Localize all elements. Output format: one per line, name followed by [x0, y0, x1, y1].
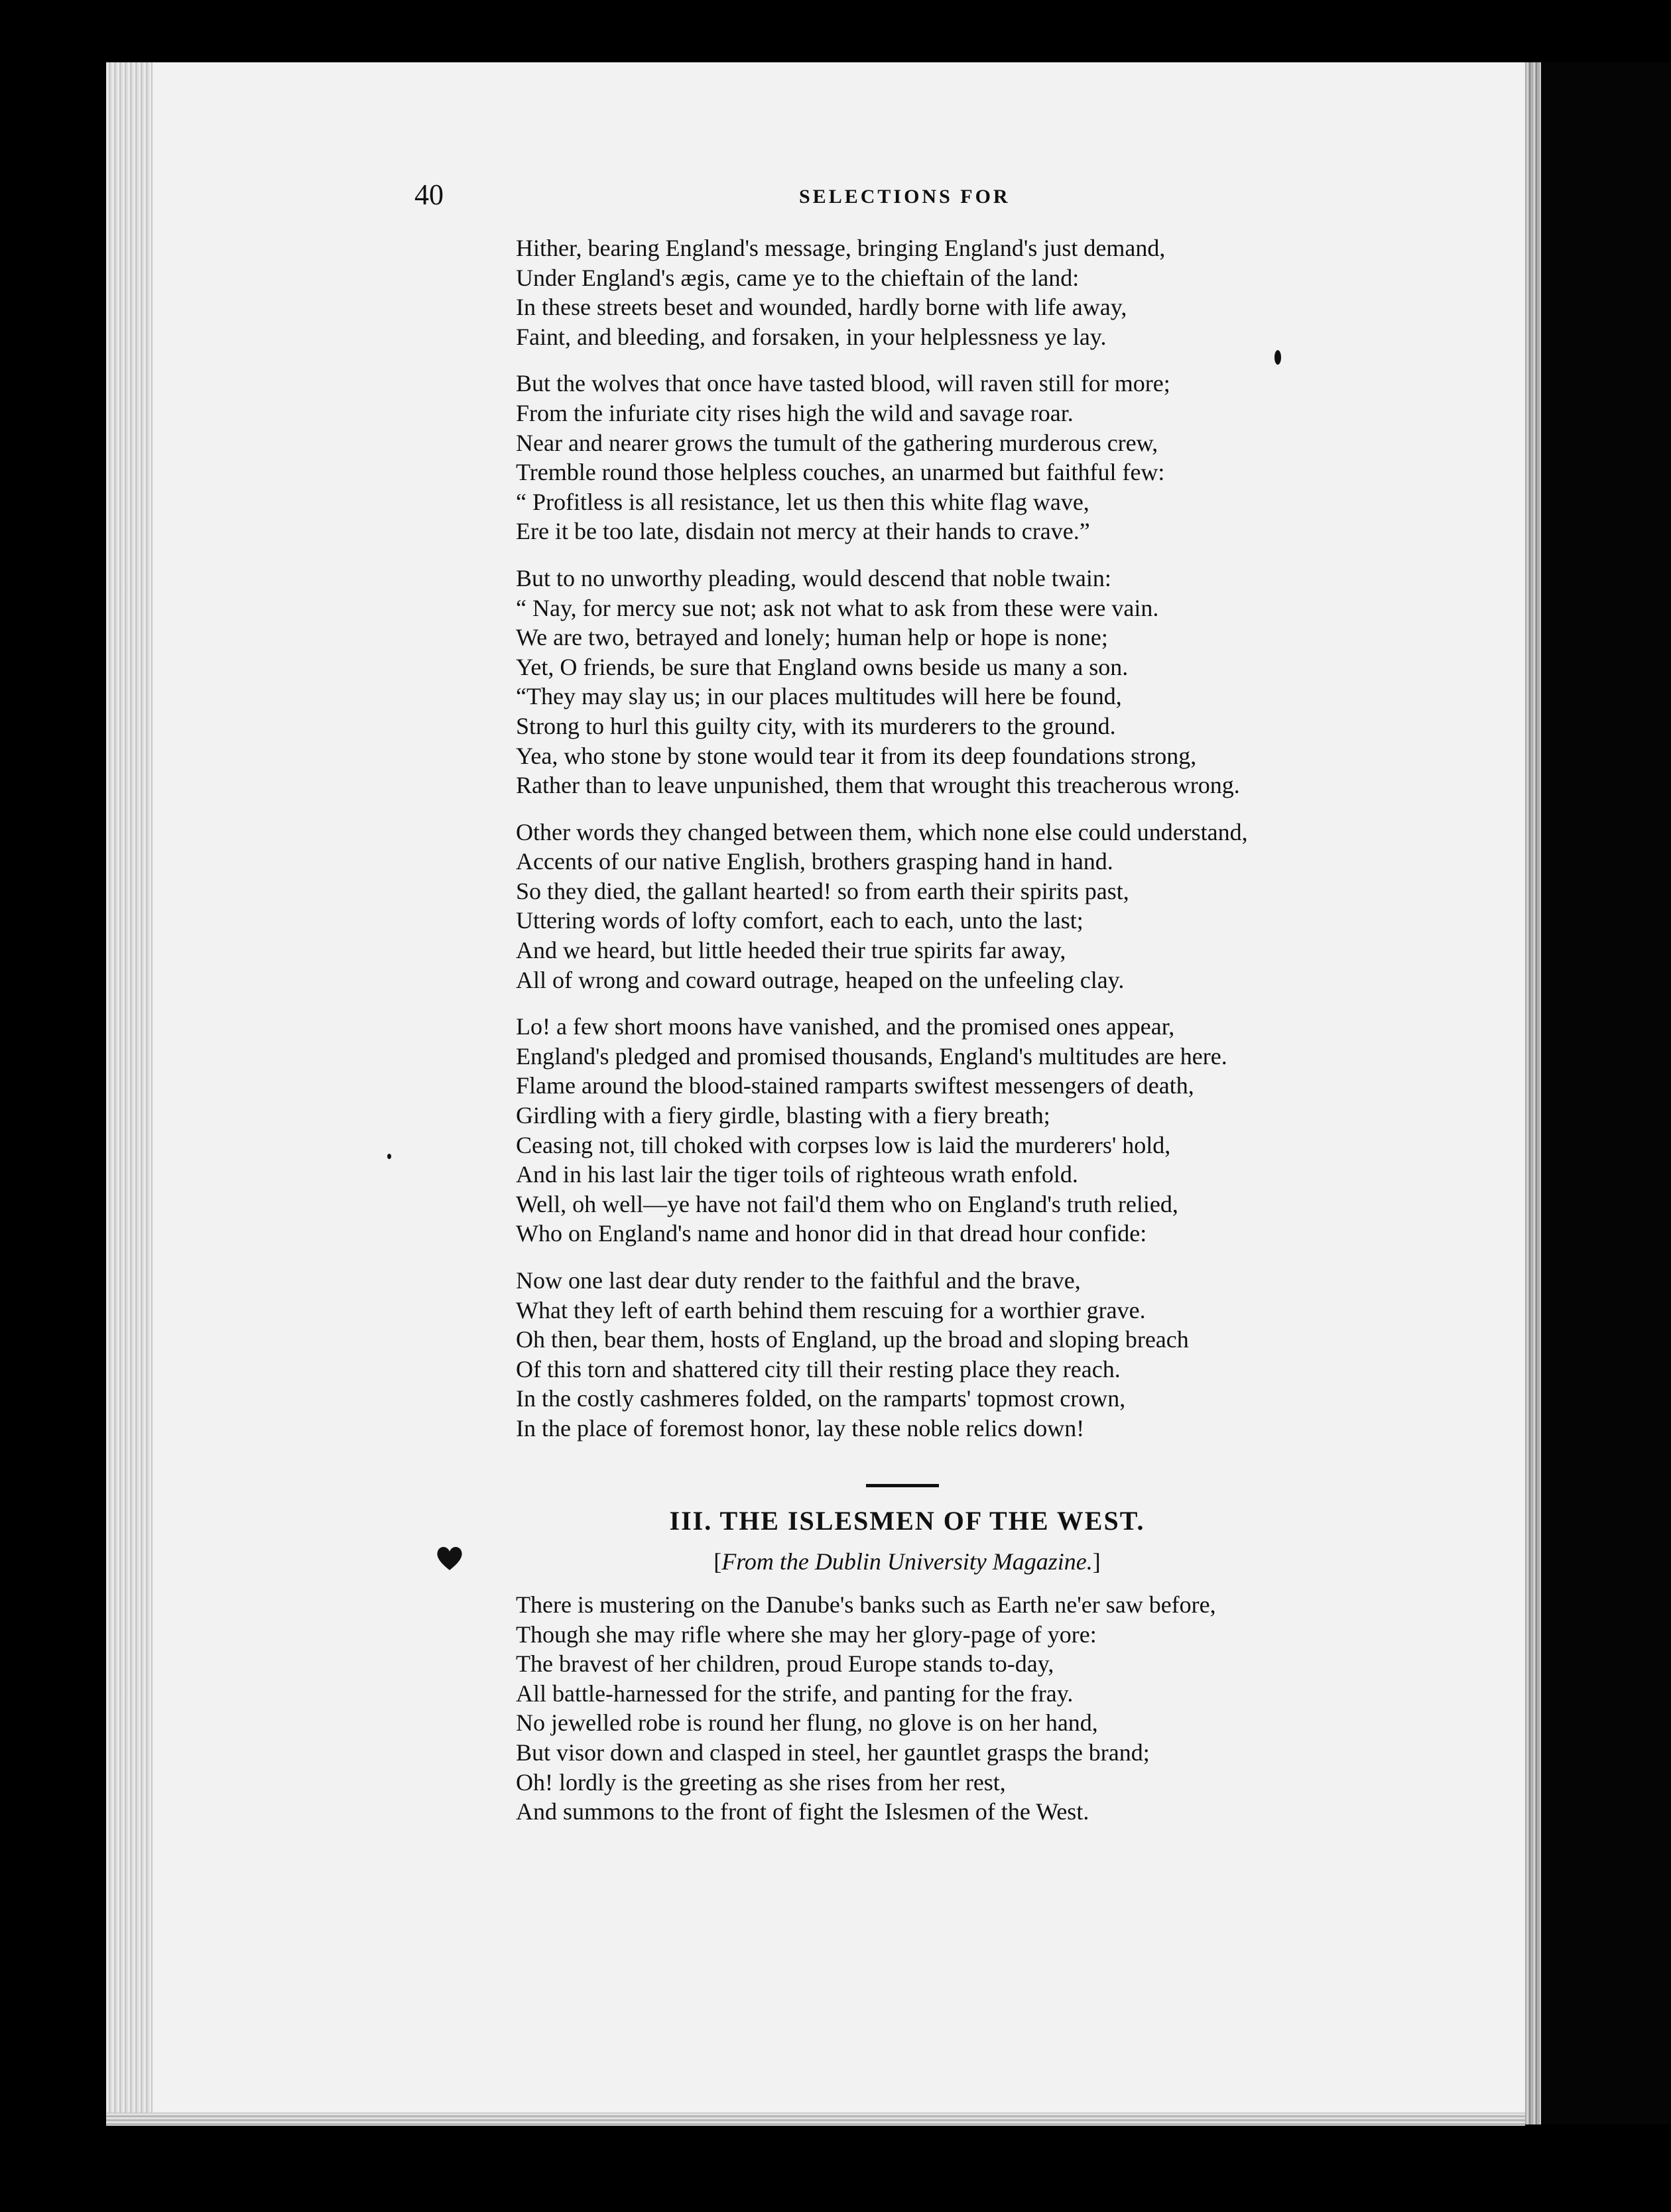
verse-line: In the costly cashmeres folded, on the ramparts' topmost crown, [516, 1385, 1126, 1412]
verse-line: “They may slay us; in our places multitudes will here be found, [516, 683, 1122, 710]
verse-line: But the wolves that once have tasted blood, will raven still for more; [516, 370, 1170, 397]
verse-line: So they died, the gallant hearted! so from earth their spirits past, [516, 877, 1129, 904]
verse-line: “ Profitless is all resistance, let us then this white flag wave, [516, 488, 1089, 515]
section-divider [866, 1484, 939, 1487]
verse-line: Near and nearer grows the tumult of the gathering murderous crew, [516, 429, 1158, 456]
source-bracket-close: ] [1092, 1548, 1101, 1575]
verse-line: And in his last lair the tiger toils of righteous wrath enfold. [516, 1161, 1078, 1188]
verse-line: Now one last dear duty render to the faithful and the brave, [516, 1267, 1081, 1294]
verse-line: England's pledged and promised thousands, England's multitudes are here. [516, 1042, 1227, 1070]
verse-line: Who on England's name and honor did in that dread hour confide: [516, 1220, 1147, 1247]
verse-line: No jewelled robe is round her flung, no glove is on her hand, [516, 1709, 1098, 1737]
verse-line: Flame around the blood-stained ramparts swiftest messengers of death, [516, 1072, 1194, 1099]
verse-line: What they left of earth behind them rescuing for a worthier grave. [516, 1296, 1146, 1323]
ink-dot [1274, 350, 1281, 365]
stanza [516, 564, 1298, 800]
verse-line: In these streets beset and wounded, hardly borne with life away, [516, 294, 1127, 321]
verse-line: There is mustering on the Danube's banks such as Earth ne'er saw before, [516, 1591, 1216, 1618]
verse-line: Other words they changed between them, which none else could understand, [516, 818, 1248, 845]
verse-line: Well, oh well—ye have not fail'd them who on England's truth relied, [516, 1190, 1178, 1217]
verse-line: Ere it be too late, disdain not mercy at their hands to crave.” [516, 518, 1090, 545]
source-citation [516, 1548, 1298, 1575]
verse-line: Oh! lordly is the greeting as she rises from her rest, [516, 1768, 1006, 1796]
verse-line: Though she may rifle where she may her glory-page of yore: [516, 1621, 1097, 1648]
verse-line: Yet, O friends, be sure that England owns beside us many a son. [516, 653, 1129, 680]
poem-body [516, 233, 1298, 1461]
stanza [516, 818, 1298, 995]
page-bottom-edge [106, 2113, 1525, 2126]
scan-background [1541, 62, 1671, 2124]
verse-line: And summons to the front of fight the Islesmen of the West. [516, 1798, 1089, 1825]
stanza [516, 233, 1298, 351]
verse-line: Girdling with a fiery girdle, blasting with a fiery breath; [516, 1102, 1050, 1129]
verse-line: All battle-harnessed for the strife, and panting for the fray. [516, 1680, 1074, 1707]
verse-line: We are two, betrayed and lonely; human help or hope is none; [516, 624, 1108, 651]
verse-line: Uttering words of lofty comfort, each to each, unto the last; [516, 907, 1083, 934]
stanza [516, 1012, 1298, 1249]
page-stack-edge [1525, 62, 1541, 2124]
verse-line: From the infuriate city rises high the wild and savage roar. [516, 399, 1074, 426]
verse-line: Faint, and bleeding, and forsaken, in your helplessness ye lay. [516, 323, 1107, 350]
page-header [414, 178, 1276, 217]
page-binding-edge [106, 62, 153, 2124]
verse-line: And we heard, but little heeded their true spirits far away, [516, 937, 1066, 964]
stanza [516, 1266, 1298, 1444]
running-head: SELECTIONS FOR [799, 186, 1011, 208]
stanza [516, 369, 1298, 546]
verse-line: “ Nay, for mercy sue not; ask not what to ask from these were vain. [516, 594, 1159, 621]
second-poem-body [516, 1590, 1312, 1827]
verse-line: Under England's ægis, came ye to the chieftain of the land: [516, 264, 1080, 291]
verse-line: Lo! a few short moons have vanished, and the promised ones appear, [516, 1013, 1175, 1040]
source-bracket-open: [ [713, 1548, 722, 1575]
verse-line: Strong to hurl this guilty city, with its murderers to the ground. [516, 712, 1116, 739]
verse-line: In the place of foremost honor, lay these noble relics down! [516, 1414, 1085, 1442]
verse-line: Ceasing not, till choked with corpses low is laid the murderers' hold, [516, 1131, 1171, 1158]
verse-line: But visor down and clasped in steel, her gauntlet grasps the brand; [516, 1739, 1150, 1766]
verse-line: Rather than to leave unpunished, them that wrought this treacherous wrong. [516, 772, 1240, 799]
ink-speck [387, 1154, 391, 1159]
verse-line: All of wrong and coward outrage, heaped on the unfeeling clay. [516, 966, 1125, 993]
verse-line: Of this torn and shattered city till their resting place they reach. [516, 1355, 1121, 1382]
verse-line: Accents of our native English, brothers grasping hand in hand. [516, 848, 1113, 875]
page-number: 40 [414, 178, 444, 211]
verse-line: Oh then, bear them, hosts of England, up the broad and sloping breach [516, 1326, 1189, 1353]
verse-line: The bravest of her children, proud Europe stands to-day, [516, 1650, 1054, 1678]
verse-line: But to no unworthy pleading, would descend that noble twain: [516, 564, 1111, 591]
section-title: III. THE ISLESMEN OF THE WEST. [669, 1506, 1145, 1536]
heart-mark-icon [435, 1545, 464, 1571]
source-title: From the Dublin University Magazine. [721, 1548, 1093, 1575]
verse-line: Yea, who stone by stone would tear it from its deep foundations strong, [516, 742, 1197, 769]
verse-line: Tremble round those helpless couches, an unarmed but faithful few: [516, 459, 1165, 486]
verse-line: Hither, bearing England's message, bringing England's just demand, [516, 235, 1166, 261]
